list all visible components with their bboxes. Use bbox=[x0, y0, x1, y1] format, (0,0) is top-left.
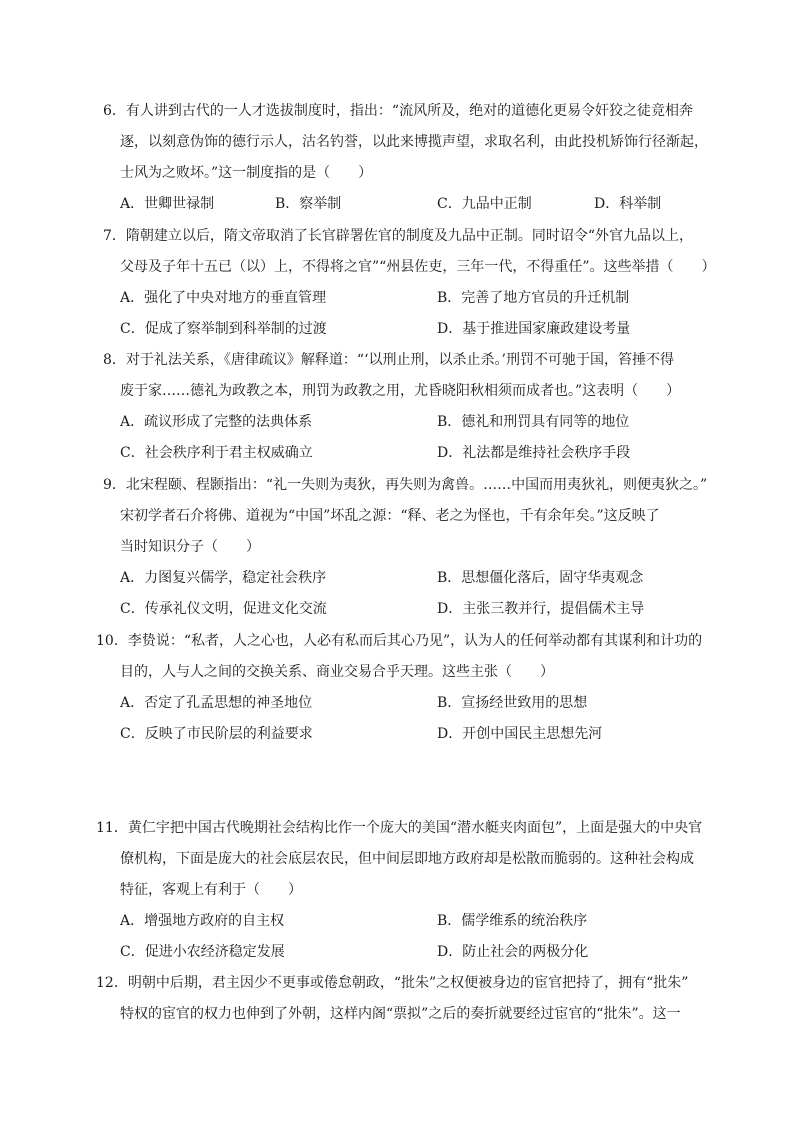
question-text-line: 12．明朝中后期，君主因少不更事或倦怠朝政，“批朱”之权便被身边的宦官把持了，拥有“批朱” bbox=[96, 975, 689, 991]
option-c: C．传承礼仪文明，促进文化交流 bbox=[120, 601, 327, 617]
question-text-line: 9．北宋程颐、程颢指出：“礼一失则为夷狄，再失则为禽兽。……中国而用夷狄礼，则便夷狄之。” bbox=[103, 477, 708, 493]
question-text-line: 7．隋朝建立以后，隋文帝取消了长官辟署佐官的制度及九品中正制。同时诏令“外官九品以上， bbox=[103, 228, 694, 244]
question-text-line: 废于家……德礼为政教之本，刑罚为政教之用，尤昏晓阳秋相须而成者也。”这表明（ ） bbox=[120, 383, 681, 399]
option-b: B．宣扬经世致用的思想 bbox=[437, 695, 588, 711]
option-c: C．促进小农经济稳定发展 bbox=[120, 944, 285, 960]
option-a: A．世卿世禄制 bbox=[120, 196, 215, 212]
question-text-line: 逐，以刻意伪饰的德行示人，沽名钓誉，以此来博揽声望，求取名利，由此投机矫饰行径渐起， bbox=[120, 134, 708, 150]
option-a: A．强化了中央对地方的垂直管理 bbox=[120, 290, 327, 306]
question-text-line: 士风为之败坏。”这一制度指的是（ ） bbox=[120, 165, 373, 181]
question-text-line: 特征，客观上有利于（ ） bbox=[120, 882, 302, 898]
question-text-line: 8．对于礼法关系，《唐律疏议》解释道：“‘以刑止刑，以杀止杀。’刑罚不可驰于国，笞捶不得 bbox=[103, 352, 674, 368]
option-d: D．基于推进国家廉政建设考量 bbox=[437, 321, 631, 337]
question-text-line: 目的，人与人之间的交换关系、商业交易合乎天理。这些主张（ ） bbox=[120, 664, 554, 680]
option-d: D．开创中国民主思想先河 bbox=[437, 726, 603, 742]
question-text-line: 当时知识分子（ ） bbox=[120, 539, 260, 555]
option-c: C．促成了察举制到科举制的过渡 bbox=[120, 321, 327, 337]
option-d: D．科举制 bbox=[594, 196, 662, 212]
question-text-line: 6．有人讲到古代的一人才选拔制度时，指出：“流风所及，绝对的道德化更易令奸狡之徒竞相奔 bbox=[103, 103, 694, 119]
option-b: B．儒学维系的统治秩序 bbox=[437, 913, 588, 929]
option-b: B．完善了地方官员的升迁机制 bbox=[437, 290, 630, 306]
question-text-line: 僚机构，下面是庞大的社会底层农民，但中间层即地方政府却是松散而脆弱的。这种社会构成 bbox=[120, 851, 694, 867]
option-b: B．德礼和刑罚具有同等的地位 bbox=[437, 414, 630, 430]
option-c: C．九品中正制 bbox=[437, 196, 532, 212]
option-d: D．主张三教并行，提倡儒术主导 bbox=[437, 601, 645, 617]
question-text-line: 11．黄仁宇把中国古代晚期社会结构比作一个庞大的美国“潜水艇夹肉面包”，上面是强大的中央官 bbox=[96, 820, 703, 836]
question-text-line: 10．李贽说：“私者，人之心也，人必有私而后其心乃见”，认为人的任何举动都有其谋利和计功的 bbox=[96, 633, 703, 649]
option-d: D．礼法都是维持社会秩序手段 bbox=[437, 445, 631, 461]
question-text-line: 特权的宦官的权力也伸到了外朝，这样内阁“票拟”之后的奏折就要经过宦官的“批朱”。这一 bbox=[120, 1006, 681, 1022]
option-a: A．疏议形成了完整的法典体系 bbox=[120, 414, 313, 430]
option-a: A．力图复兴儒学，稳定社会秩序 bbox=[120, 570, 327, 586]
option-a: A．增强地方政府的自主权 bbox=[120, 913, 285, 929]
option-b: B．思想僵化落后，固守华夷观念 bbox=[437, 570, 644, 586]
option-c: C．反映了市民阶层的利益要求 bbox=[120, 726, 313, 742]
question-text-line: 宋初学者石介将佛、道视为“中国”坏乱之源：“释、老之为怪也，千有余年矣。”这反映了 bbox=[120, 508, 660, 524]
option-d: D．防止社会的两极分化 bbox=[437, 944, 589, 960]
option-c: C．社会秩序利于君主权威确立 bbox=[120, 445, 313, 461]
question-text-line: 父母及子年十五已（以）上，不得将之官”“州县佐吏，三年一代，不得重任”。这些举措（ ） bbox=[120, 259, 716, 275]
option-a: A．否定了孔孟思想的神圣地位 bbox=[120, 695, 313, 711]
option-b: B．察举制 bbox=[275, 196, 342, 212]
